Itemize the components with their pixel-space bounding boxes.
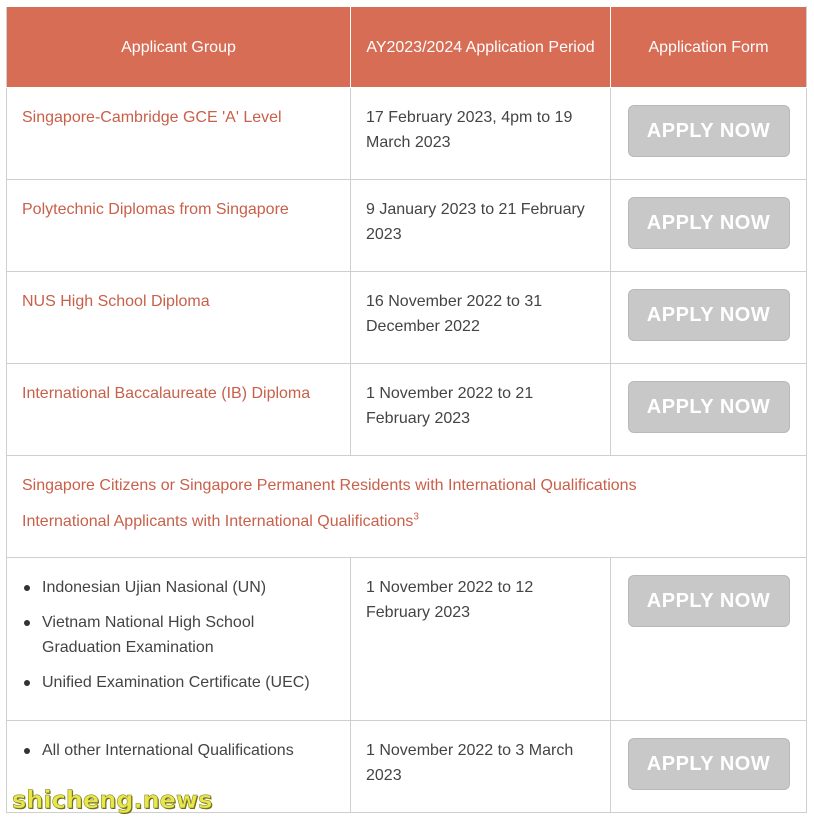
international-heading-cell [7, 456, 807, 558]
application-form-cell [611, 272, 807, 364]
international-citizens-label: Singapore Citizens or Singapore Permanent Residents with International Qualifications [22, 477, 637, 494]
apply-now-button[interactable]: APPLY NOW [628, 381, 790, 433]
apply-now-button[interactable]: APPLY NOW [628, 105, 790, 157]
application-period-cell: 16 November 2022 to 31 December 2022 [351, 272, 611, 364]
header-application-period: AY2023/2024 Application Period [351, 7, 611, 88]
footnote-marker: 3 [413, 511, 419, 523]
header-applicant-group: Applicant Group [7, 7, 351, 88]
application-form-cell [611, 180, 807, 272]
applicant-group-cell: Singapore-Cambridge GCE 'A' Level [7, 88, 351, 180]
application-form-cell [611, 721, 807, 813]
header-application-form: Application Form [611, 7, 807, 88]
application-form-cell [611, 364, 807, 456]
application-period-cell: 1 November 2022 to 3 March 2023 [351, 721, 611, 813]
watermark-text: shicheng.news [12, 786, 213, 814]
apply-now-button[interactable]: APPLY NOW [628, 289, 790, 341]
qualification-list [22, 575, 335, 695]
apply-now-button[interactable]: APPLY NOW [628, 738, 790, 790]
list-item: All other International Qualifications [22, 738, 335, 763]
application-period-cell: 17 February 2023, 4pm to 19 March 2023 [351, 88, 611, 180]
international-heading-row [7, 456, 807, 558]
apply-now-button[interactable]: APPLY NOW [628, 197, 790, 249]
application-period-cell: 1 November 2022 to 21 February 2023 [351, 364, 611, 456]
applicant-group-cell: Polytechnic Diplomas from Singapore [7, 180, 351, 272]
qualification-list [22, 738, 335, 763]
table-row [7, 88, 807, 180]
qualification-list-cell [7, 558, 351, 721]
applicant-group-cell: International Baccalaureate (IB) Diploma [7, 364, 351, 456]
international-applicants-label [22, 509, 791, 534]
list-item: Unified Examination Certificate (UEC) [22, 670, 335, 695]
application-table [6, 6, 807, 813]
application-period-cell: 1 November 2022 to 12 February 2023 [351, 558, 611, 721]
table-header-row [7, 7, 807, 88]
table-row [7, 558, 807, 721]
table-row [7, 180, 807, 272]
application-period-cell: 9 January 2023 to 21 February 2023 [351, 180, 611, 272]
list-item: Indonesian Ujian Nasional (UN) [22, 575, 335, 600]
application-form-cell [611, 558, 807, 721]
application-form-cell [611, 88, 807, 180]
apply-now-button[interactable]: APPLY NOW [628, 575, 790, 627]
international-applicants-text: International Applicants with International Qualifications [22, 513, 414, 530]
applicant-group-cell: NUS High School Diploma [7, 272, 351, 364]
list-item: Vietnam National High School Graduation Examination [22, 610, 335, 660]
table-row [7, 272, 807, 364]
table-row [7, 364, 807, 456]
